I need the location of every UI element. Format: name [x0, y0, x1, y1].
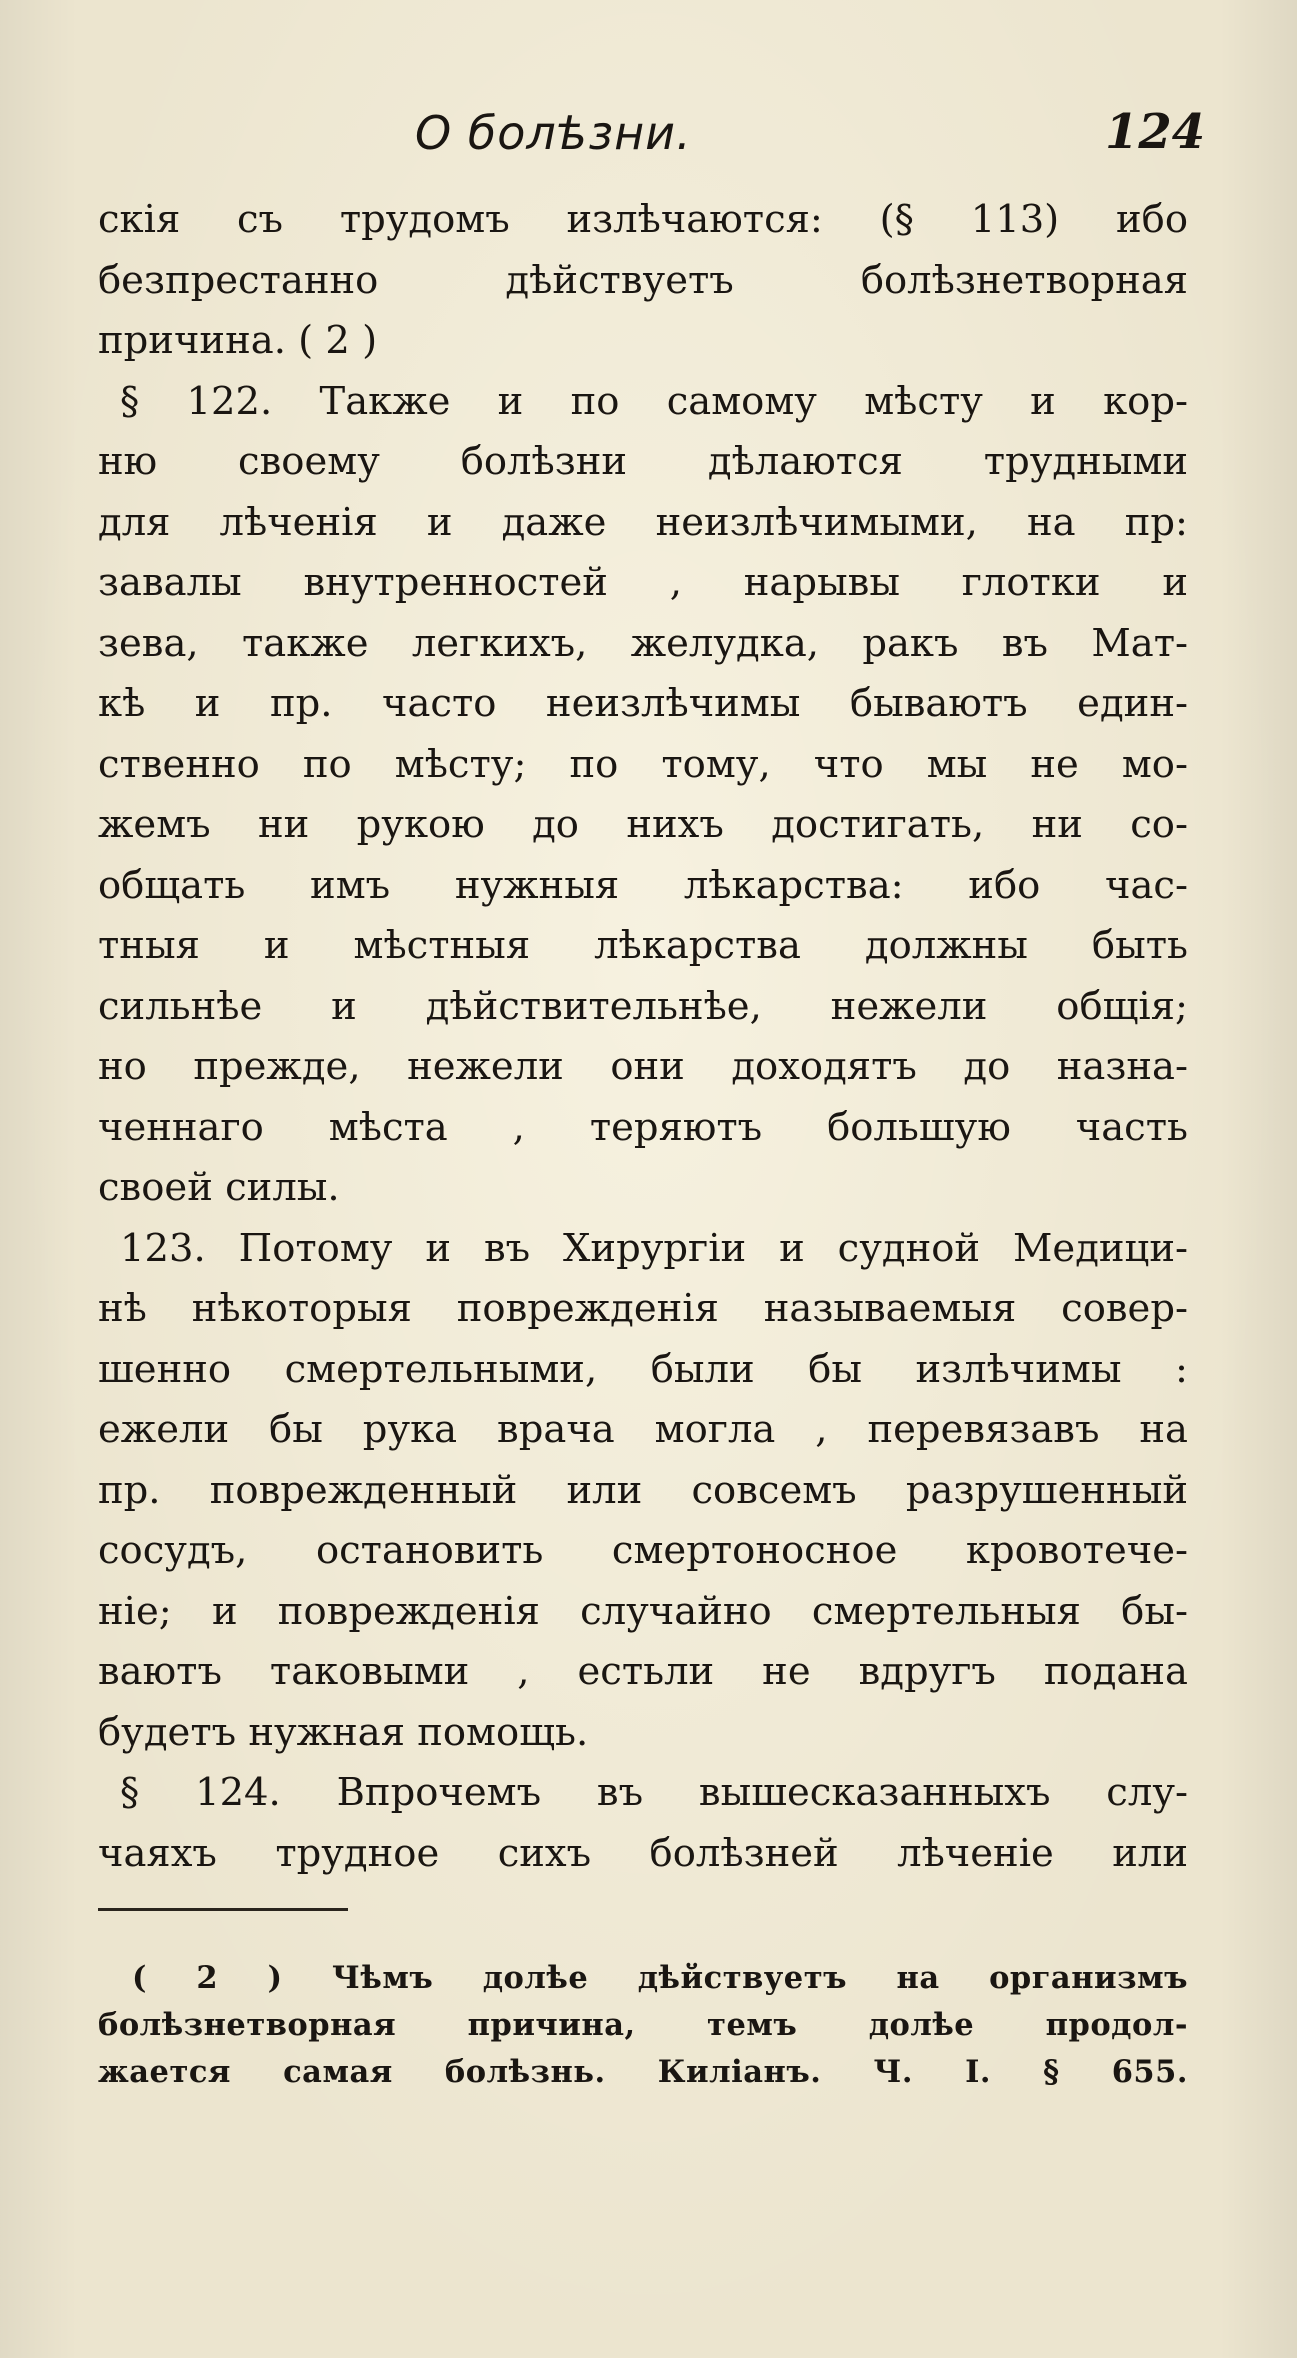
- page-number: 124: [1105, 104, 1206, 160]
- text-line: ваютъ таковыми , естьли не вдругъ подана: [98, 1649, 1188, 1694]
- text-line: безпрестанно дѣйствуетъ болѣзнетворная: [98, 257, 1188, 303]
- text-line: ченнаго мѣста , теряютъ большую часть: [98, 1104, 1188, 1150]
- text-line: пр. поврежденный или совсемъ разрушенный: [98, 1467, 1188, 1513]
- text-line: § 124. Впрочемъ въ вышесказанныхъ слу-: [120, 1770, 1188, 1815]
- text-line: чаяхъ трудное сихъ болѣзней лѣченіе или: [98, 1830, 1188, 1876]
- text-line: ню своему болѣзни дѣлаются трудными: [98, 439, 1188, 484]
- text-line: § 122. Также и по самому мѣсту и кор-: [120, 378, 1188, 424]
- footnote-line: болѣзнетворная причина, темъ долѣе продол-: [98, 2007, 1188, 2043]
- text-line: причина. ( 2 ): [98, 318, 378, 363]
- text-line: сильнѣе и дѣйствительнѣе, нежели общія;: [98, 983, 1188, 1029]
- footnote: [98, 1955, 1188, 2096]
- text-line: жемъ ни рукою до нихъ достигать, ни со-: [98, 802, 1188, 847]
- text-line: для лѣченія и даже неизлѣчимыми, на пр:: [98, 499, 1188, 545]
- footnote-line: жается самая болѣзнь. Киліанъ. Ч. I. § 655.: [98, 2054, 1188, 2090]
- text-line: зева, также легкихъ, желудка, ракъ въ Мат-: [98, 620, 1188, 666]
- text-line: общать имъ нужныя лѣкарства: ибо час-: [98, 862, 1188, 908]
- text-line: шенно смертельными, были бы излѣчимы :: [98, 1346, 1188, 1392]
- running-head: [0, 100, 1297, 180]
- text-line: ежели бы рука врача могла , перевязавъ на: [98, 1407, 1188, 1452]
- text-line: будетъ нужная помощь.: [98, 1709, 589, 1755]
- text-line: но прежде, нежели они доходятъ до назна-: [98, 1044, 1188, 1089]
- body-text: [98, 190, 1188, 1884]
- text-line: ственно по мѣсту; по тому, что мы не мо-: [98, 741, 1188, 787]
- text-line: сосудъ, остановить смертоносное кровотече-: [98, 1528, 1188, 1573]
- running-title: О болѣзни.: [415, 106, 692, 160]
- text-line: ніе; и поврежденія случайно смертельныя бы-: [98, 1588, 1188, 1634]
- text-line: скія съ трудомъ излѣчаются: (§ 113) ибо: [98, 197, 1188, 242]
- footnote-line: ( 2 ) Чѣмъ долѣе дѣйствуетъ на организмъ: [132, 1960, 1188, 1996]
- text-line: нѣ нѣкоторыя поврежденія называемыя совер-: [98, 1286, 1188, 1331]
- text-line: 123. Потому и въ Хирургіи и судной Медици-: [120, 1225, 1188, 1271]
- text-line: тныя и мѣстныя лѣкарства должны быть: [98, 923, 1188, 968]
- text-line: кѣ и пр. часто неизлѣчимы бываютъ един-: [98, 681, 1188, 726]
- footnote-divider: [98, 1908, 348, 1911]
- text-line: своей силы.: [98, 1165, 340, 1210]
- text-line: завалы внутренностей , нарывы глотки и: [98, 560, 1188, 605]
